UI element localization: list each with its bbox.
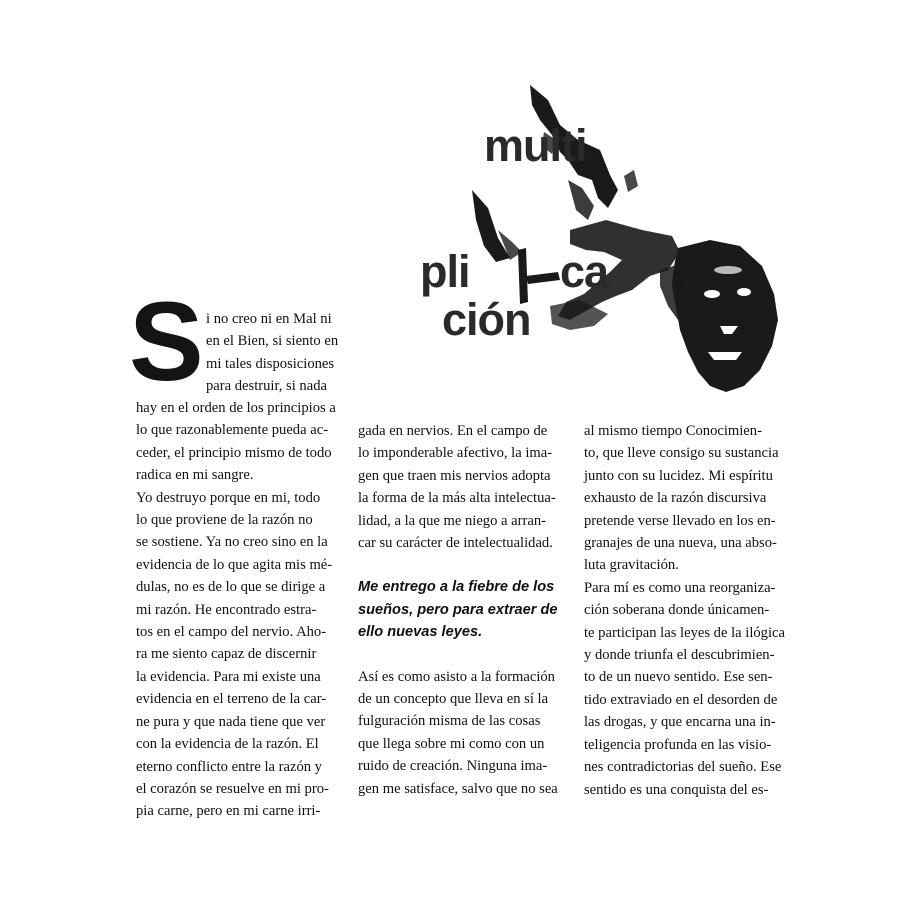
subhead <box>358 576 566 643</box>
column-2 <box>358 420 566 800</box>
col2-line: car su carácter de intelectualidad. <box>358 535 553 552</box>
col3-line: al mismo tiempo Conocimien- <box>584 423 762 439</box>
col1-line: la evidencia. Para mi existe una <box>136 668 321 685</box>
column-3 <box>584 420 788 801</box>
col2-line: fulguración misma de las cosas <box>358 713 541 730</box>
column-1-body <box>136 397 340 823</box>
col1-lead-line: i no creo ni en Mal ni <box>206 311 332 327</box>
drop-cap-letter: S <box>132 298 200 388</box>
title-part-ca: ca <box>560 246 609 297</box>
col3-line: granajes de una nueva, una abso- <box>584 535 777 552</box>
col3-line: nes contradictorias del sueño. Ese <box>584 759 782 776</box>
column-1 <box>206 308 340 398</box>
col1-line: eterno conflicto entre la razón y <box>136 758 322 775</box>
col3-line: teligencia profunda en las visio- <box>584 736 772 753</box>
col3-line: te participan las leyes de la ilógica <box>584 624 785 641</box>
col3-line: pretende verse llevado en los en- <box>584 512 776 529</box>
col1-line: lo que razonablemente pueda ac- <box>136 422 329 439</box>
col3-line: las drogas, y que encarna una in- <box>584 714 776 731</box>
col1-line: ra me siento capaz de discernir <box>136 646 317 663</box>
col3-line: tido extraviado en el desorden de <box>584 691 778 708</box>
subhead-line: sueños, pero para extraer de <box>358 601 558 618</box>
col2-line: gen que traen mis nervios adopta <box>358 467 551 484</box>
col2-line: gada en nervios. En el campo de <box>358 423 548 439</box>
col1-line: ne pura y que nada tiene que ver <box>136 713 326 730</box>
title-part-pli: pli <box>420 246 470 297</box>
col3-line: junto con su lucidez. Mi espíritu <box>584 467 773 484</box>
col3-line: ción soberana donde únicamen- <box>584 602 770 619</box>
title-part-multi: multi <box>484 120 587 171</box>
subhead-line: ello nuevas leyes. <box>358 624 483 641</box>
col1-line: pia carne, pero en mi carne irri- <box>136 803 321 820</box>
col2-line: lidad, a la que me niego a arran- <box>358 512 547 529</box>
col1-line: evidencia de lo que agita mis mé- <box>136 556 333 573</box>
col1-line: hay en el orden de los principios a <box>136 400 336 416</box>
col3-line: to de un nuevo sentido. Ese sen- <box>584 669 773 686</box>
col1-line: Yo destruyo porque en mi, todo <box>136 489 321 506</box>
drop-cap <box>132 298 200 388</box>
title-artwork <box>410 80 790 400</box>
col2-line: gen me satisface, salvo que no sea <box>358 780 558 797</box>
col1-line: ceder, el principio mismo de todo <box>136 444 332 461</box>
title-part-cion: ción <box>442 294 531 345</box>
col1-line: el corazón se resuelve en mi pro- <box>136 780 329 797</box>
col1-lead-line: en el Bien, si siento en <box>206 333 339 350</box>
col2-line: lo imponderable afectivo, la ima- <box>358 445 553 462</box>
col2-line: Así es como asisto a la formación <box>358 668 555 685</box>
col1-line: radica en mi sangre. <box>136 467 254 484</box>
col1-line: mi razón. He encontrado estra- <box>136 601 317 618</box>
col1-line: se sostiene. Ya no creo sino en la <box>136 534 328 551</box>
col1-line: tos en el campo del nervio. Aho- <box>136 624 327 641</box>
col3-line: y donde triunfa el descubrimien- <box>584 647 775 664</box>
subhead-line: Me entrego a la fiebre de los <box>358 579 555 596</box>
col2-line: la forma de la más alta intelectua- <box>358 490 556 507</box>
col3-line: luta gravitación. <box>584 557 679 574</box>
col1-lead-line: para destruir, si nada <box>206 378 327 395</box>
col3-line: to, que lleve consigo su sustancia <box>584 445 779 462</box>
col1-lead-line: mi tales disposiciones <box>206 355 335 372</box>
col2-line: de un concepto que lleva en sí la <box>358 691 549 708</box>
col2-line: ruido de creación. Ninguna ima- <box>358 758 548 775</box>
ink-splatter-art <box>410 80 790 400</box>
col3-line: exhausto de la razón discursiva <box>584 490 767 507</box>
col1-line: lo que proviene de la razón no <box>136 512 313 529</box>
col1-line: evidencia en el terreno de la car- <box>136 691 327 708</box>
col1-line: dulas, no es de lo que se dirige a <box>136 579 326 596</box>
col3-line: Para mí es como una reorganiza- <box>584 579 776 596</box>
col2-line: que llega sobre mi como con un <box>358 735 545 752</box>
col3-line: sentido es una conquista del es- <box>584 781 769 798</box>
col1-line: con la evidencia de la razón. El <box>136 736 319 753</box>
